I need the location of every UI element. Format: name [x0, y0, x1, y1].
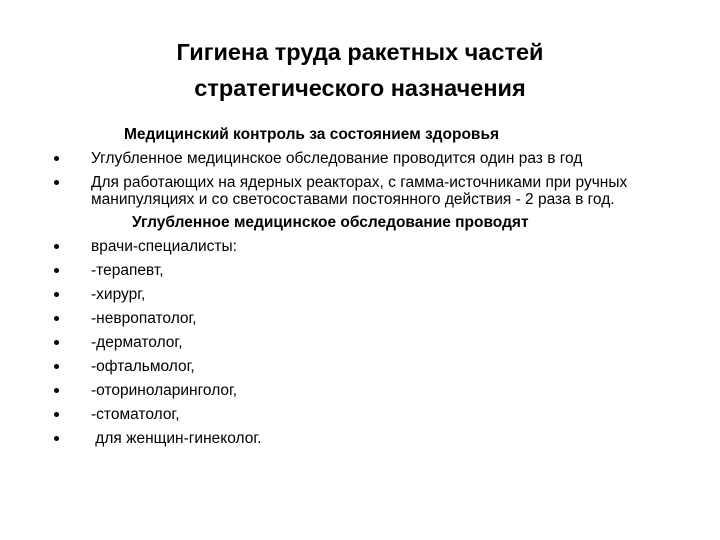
bullet-icon — [54, 436, 59, 441]
list-item — [54, 238, 694, 255]
bullet-icon — [54, 316, 59, 321]
list-item — [54, 150, 694, 167]
bullet-icon — [54, 364, 59, 369]
list-item — [54, 334, 694, 351]
bullet-icon — [54, 180, 59, 185]
bullet-icon — [54, 156, 59, 161]
list-item-text: для женщин-гинеколог. — [91, 430, 262, 447]
bullet-icon — [54, 412, 59, 417]
list-item — [54, 174, 694, 208]
bullet-icon — [54, 268, 59, 273]
section-heading-examination: Углубленное медицинское обследование проводят — [132, 214, 529, 231]
list-item — [54, 310, 694, 327]
list-item-text: врачи-специалисты: — [91, 238, 237, 255]
list-item-text: -хирург, — [91, 286, 146, 303]
bullet-icon — [54, 292, 59, 297]
list-item-text: -терапевт, — [91, 262, 164, 279]
list-item-text: -невропатолог, — [91, 310, 197, 327]
list-item-text: Углубленное медицинское обследование проводится один раз в год — [91, 150, 583, 167]
section-heading-medical-control: Медицинский контроль за состоянием здоровья — [124, 126, 500, 143]
list-item-text: -офтальмолог, — [91, 358, 195, 375]
list-item — [54, 430, 694, 447]
list-item — [54, 406, 694, 423]
slide-body — [54, 126, 694, 454]
bullet-icon — [54, 244, 59, 249]
bullet-icon — [54, 388, 59, 393]
list-item-text: -оториноларинголог, — [91, 382, 238, 399]
list-item-text: -дерматолог, — [91, 334, 183, 351]
bullet-icon — [54, 340, 59, 345]
list-item — [54, 382, 694, 399]
title-line-2: стратегического назначения — [194, 75, 526, 101]
list-item — [54, 286, 694, 303]
list-item — [54, 262, 694, 279]
list-item — [54, 358, 694, 375]
slide-title — [0, 34, 720, 106]
list-item-text: Для работающих на ядерных реакторах, с гамма-источниками при ручных манипуляциях и со светосоставами постоянного действия - 2 раза в год. — [91, 174, 628, 208]
title-line-1: Гигиена труда ракетных частей — [176, 39, 544, 65]
list-item-text: -стоматолог, — [91, 406, 180, 423]
